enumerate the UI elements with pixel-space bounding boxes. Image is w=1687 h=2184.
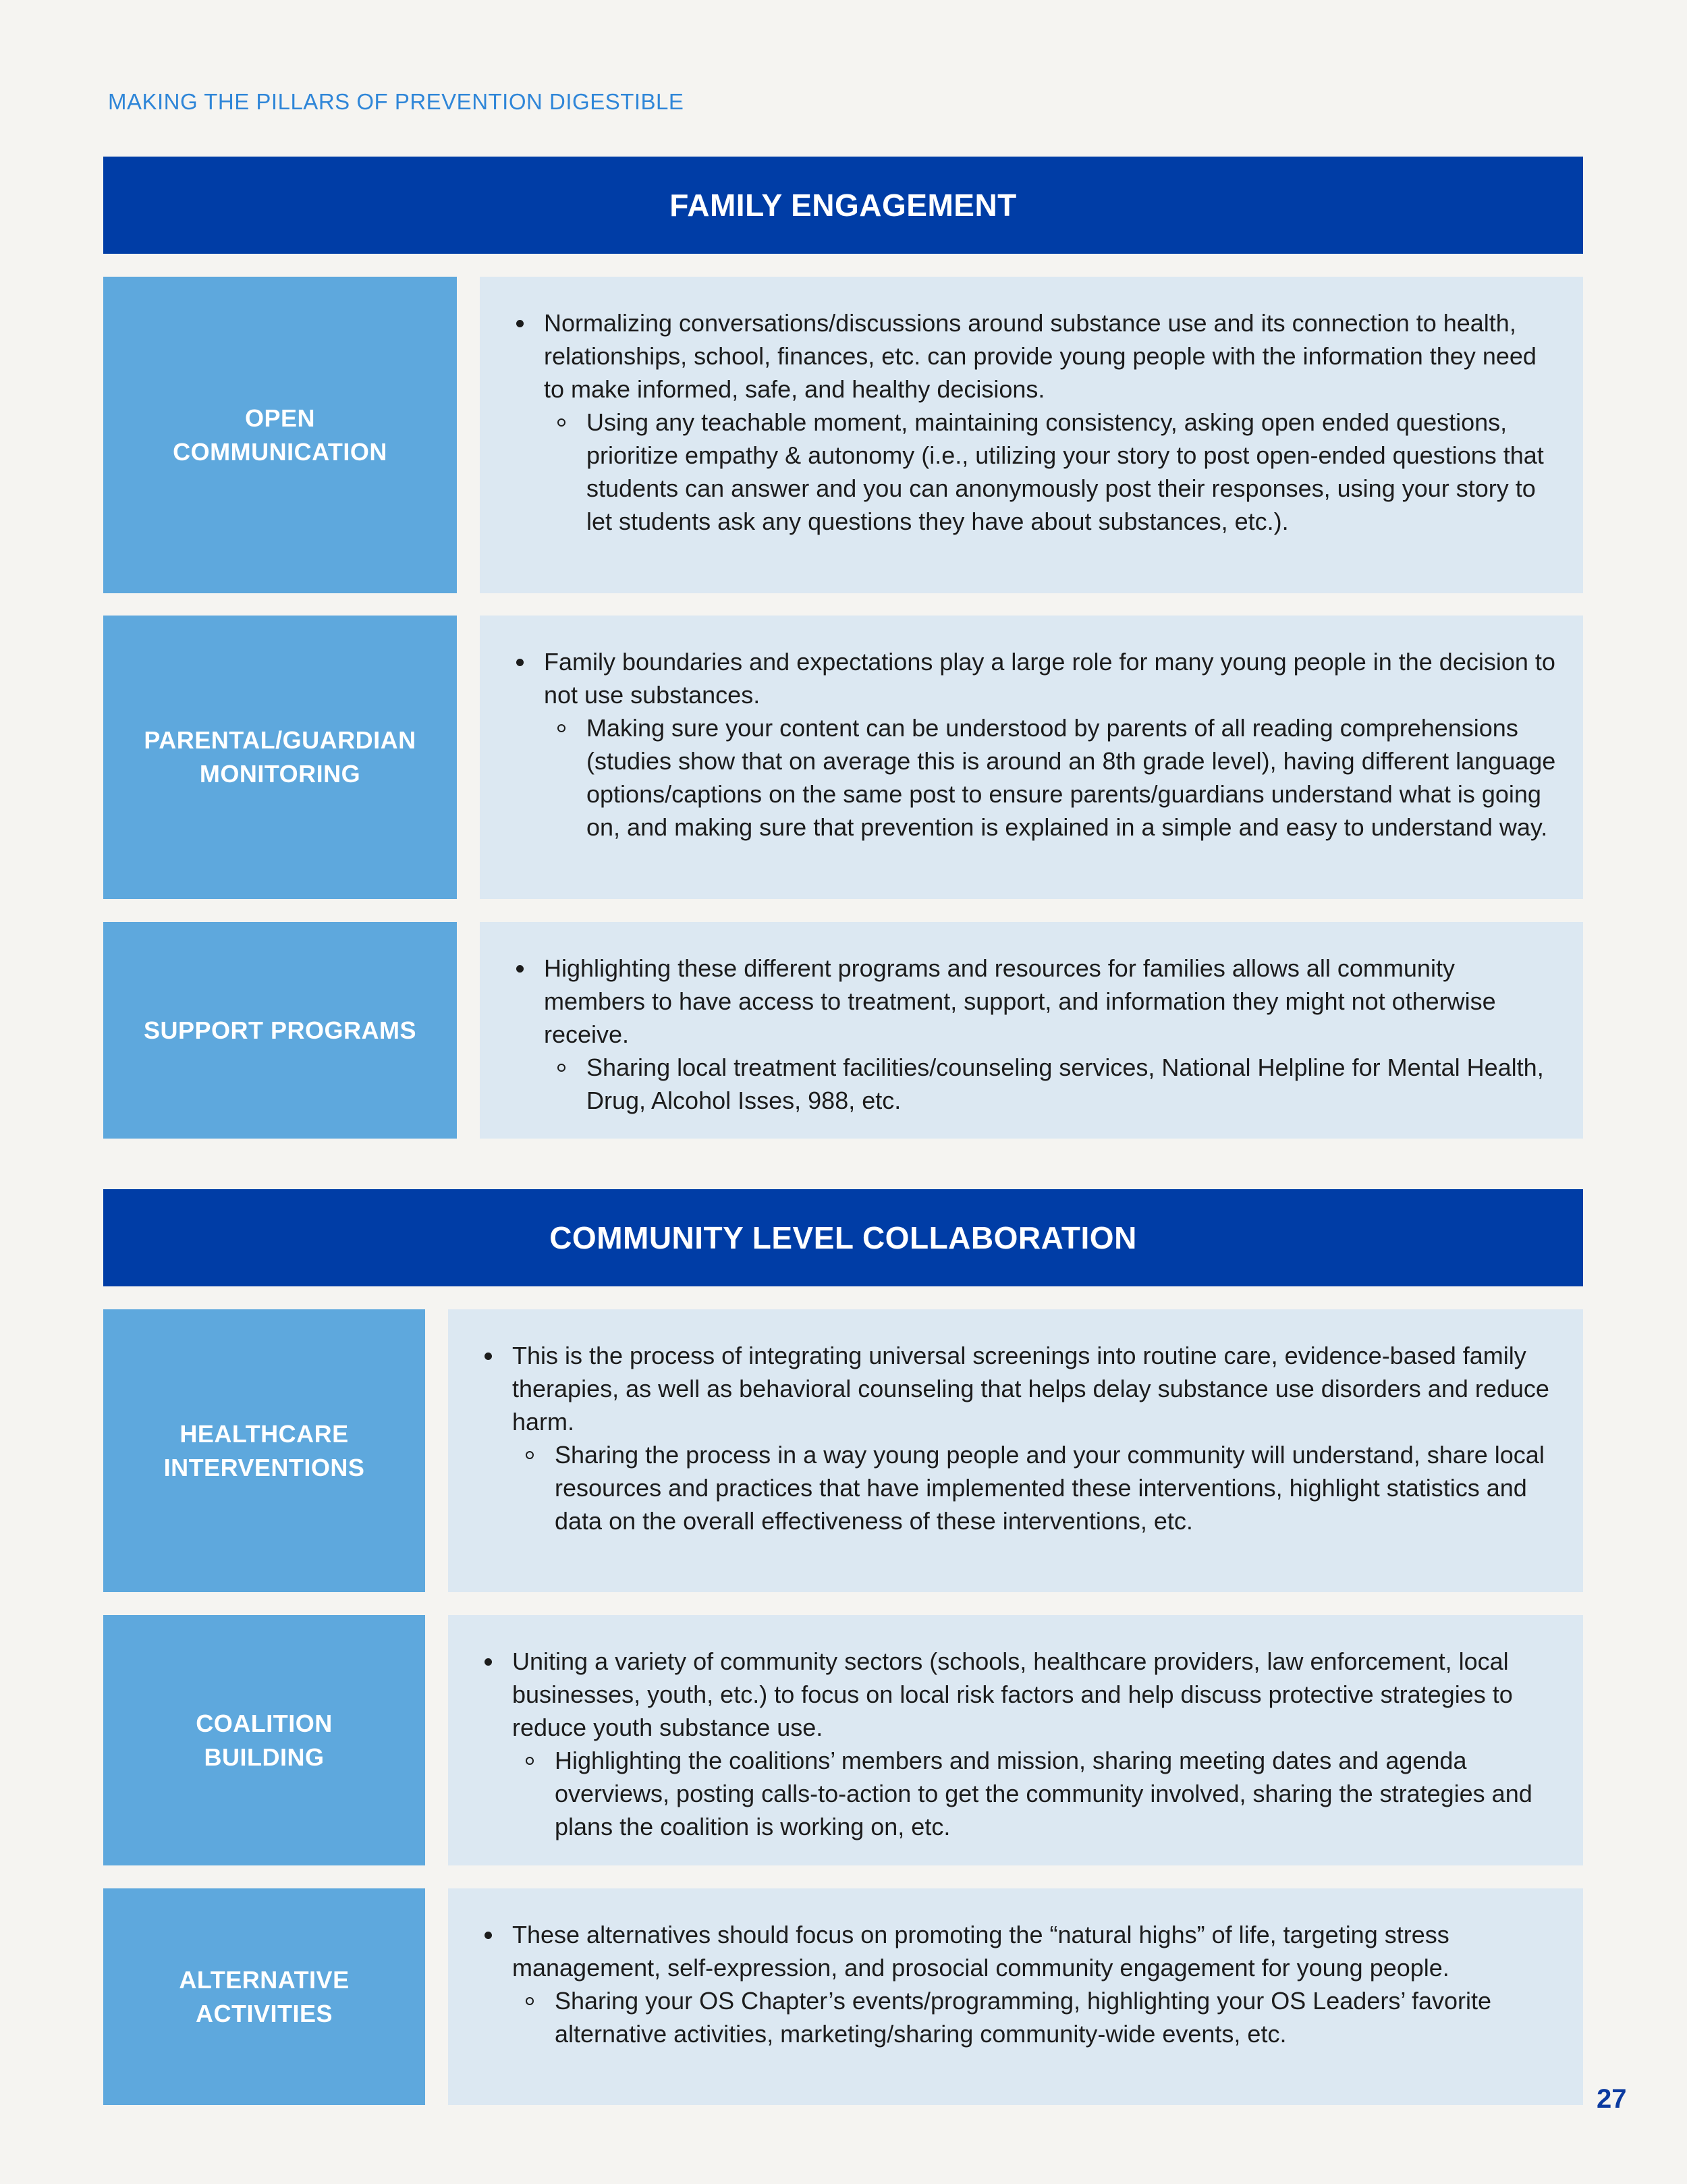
subbullet-item: Highlighting the coalitions’ members and mission, sharing meeting dates and agenda overviews, posting calls-to-action to get the community involved, sharing the strategies and plans the coalition is working on, etc. <box>448 1744 1556 1843</box>
subbullet-item: Sharing the process in a way young people and your community will understand, share local resources and practices that have implemented these interventions, highlight statistics and data on the overall effectiveness of these interventions, etc. <box>448 1438 1556 1537</box>
row-label-text: ALTERNATIVE ACTIVITIES <box>179 1965 350 2027</box>
row-content-healthcare-interventions <box>448 1309 1583 1592</box>
bullet-item: These alternatives should focus on promoting the “natural highs” of life, targeting stress management, self-expression, and prosocial community engagement for young people. <box>448 1918 1556 1984</box>
bullet-item: Normalizing conversations/discussions around substance use and its connection to health, relationships, school, finances, etc. can provide young people with the information they need to make informed, safe, and healthy decisions. <box>480 306 1556 406</box>
subbullet-item: Making sure your content can be understood by parents of all reading comprehensions (studies show that on average this is around an 8th grade level), having different language options/captions on the same post to ensure parents/guardians understand what is going on, and making sure that prevention is explained in a simple and easy to understand way. <box>480 711 1556 844</box>
bullet-item: Highlighting these different programs and resources for families allows all community members to have access to treatment, support, and information they might not otherwise receive. <box>480 952 1556 1051</box>
row-content-parental-monitoring <box>480 616 1583 899</box>
running-header: MAKING THE PILLARS OF PREVENTION DIGESTIBLE <box>108 89 684 114</box>
page-number: 27 <box>1597 2084 1627 2114</box>
section-title: COMMUNITY LEVEL COLLABORATION <box>549 1220 1137 1255</box>
subbullet-item: Sharing your OS Chapter’s events/programming, highlighting your OS Leaders’ favorite alternative activities, marketing/sharing community-wide events, etc. <box>448 1984 1556 2050</box>
row-label-support-programs <box>103 922 457 1139</box>
row-label-text: COALITION BUILDING <box>196 1709 333 1771</box>
row-content-alternative-activities <box>448 1888 1583 2105</box>
subbullet-item: Using any teachable moment, maintaining consistency, asking open ended questions, prioritize empathy & autonomy (i.e., utilizing your story to post open-ended questions that students can answer and you can anonymously post their responses, using your story to let students ask any questions they have about substances, etc.). <box>480 406 1556 538</box>
bullet-item: This is the process of integrating universal screenings into routine care, evidence-based family therapies, as well as behavioral counseling that helps delay substance use disorders and reduce harm. <box>448 1339 1556 1438</box>
row-label-text: PARENTAL/GUARDIAN MONITORING <box>144 726 416 788</box>
row-label-parental-monitoring <box>103 616 457 899</box>
row-label-coalition-building <box>103 1615 425 1865</box>
row-content-support-programs <box>480 922 1583 1139</box>
row-label-healthcare-interventions <box>103 1309 425 1592</box>
row-content-coalition-building <box>448 1615 1583 1865</box>
subbullet-item: Sharing local treatment facilities/counseling services, National Helpline for Mental Health, Drug, Alcohol Isses, 988, etc. <box>480 1051 1556 1117</box>
section-title: FAMILY ENGAGEMENT <box>669 188 1017 223</box>
row-label-text: HEALTHCARE INTERVENTIONS <box>163 1419 365 1481</box>
row-content-open-communication <box>480 277 1583 593</box>
bullet-item: Family boundaries and expectations play a large role for many young people in the decision to not use substances. <box>480 645 1556 711</box>
row-label-text: SUPPORT PROGRAMS <box>143 1016 417 1044</box>
row-label-alternative-activities <box>103 1888 425 2105</box>
row-label-text: OPEN COMMUNICATION <box>173 404 387 466</box>
bullet-item: Uniting a variety of community sectors (schools, healthcare providers, law enforcement, local businesses, youth, etc.) to focus on local risk factors and help discuss protective strategies to reduce youth substance use. <box>448 1645 1556 1744</box>
section-banner-community-collaboration <box>103 1189 1583 1286</box>
section-banner-family-engagement <box>103 157 1583 254</box>
row-label-open-communication <box>103 277 457 593</box>
